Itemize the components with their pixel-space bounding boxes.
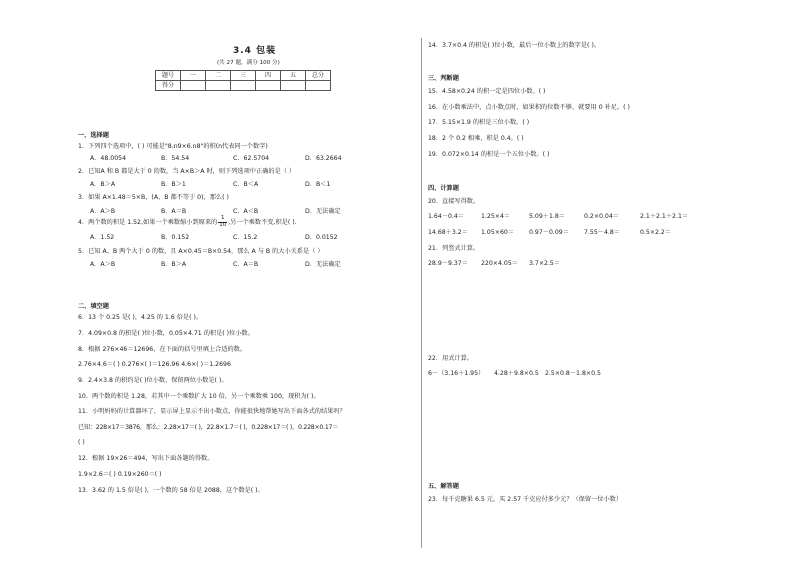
question-11: 11．小明妈妈的计算器坏了，显示屏上显示不出小数点，你能很快地帮她写出下面各式的结果吗？: [78, 408, 346, 415]
q1-option-a: A．48.0054: [90, 155, 127, 162]
q4-option-c: C．15.2: [233, 234, 258, 241]
page-title: 3.4 包装: [233, 46, 277, 56]
score-label-cell: 得分: [156, 81, 181, 91]
vertical-calc-item: 28.9－9.37＝: [428, 260, 468, 267]
q1-option-b: B．54.54: [161, 155, 190, 162]
q2-option-a: A．B＞A: [90, 181, 116, 188]
oral-calc-item: 14.68＋3.2＝: [428, 229, 468, 236]
question-22: 22．用式计算。: [428, 355, 473, 362]
score-blank-cell[interactable]: [206, 81, 231, 91]
q4-option-d: D．0.0152: [305, 234, 338, 241]
question-16: 16．在小数乘法中，点小数点时，如果积的位数不够，就要用 0 补足。( ): [428, 104, 630, 111]
question-10: 10．两个数的积是 1.28，若其中一个乘数扩大 10 倍，另一个乘数乘 100，现积为( )。: [78, 393, 320, 400]
q1-option-d: D．63.2664: [305, 155, 342, 162]
score-cell: 五: [281, 71, 306, 81]
score-blank-cell[interactable]: [306, 81, 331, 91]
question-23: 23．每千克糖果 6.5 元，买 2.57 千克应付多少元？（保留一位小数）: [428, 496, 623, 503]
question-3: 3．如果 A×1.48＝5×B，(A、B 都不等于 0)，那么( ): [78, 194, 229, 201]
score-cell: 四: [256, 71, 281, 81]
question-4: [78, 216, 297, 228]
question-6: 6．13 个 0.25 是( )，4.25 的 1.6 倍是( )。: [78, 314, 203, 321]
question-12: 12．根据 19×26＝494，写出下面各题的得数。: [78, 455, 214, 462]
stepwise-calc-item: 4.28＋9.8×0.5: [494, 370, 539, 377]
score-table-header-row: [156, 71, 331, 81]
question-4-post: ,另一个乘数不变,积是( ).: [228, 219, 297, 226]
question-1: 1．下列四个选项中，( ) 可能是"8.n9×6.n8"的积(n代表同一个数字): [78, 143, 268, 150]
q3-option-d: D．无法确定: [305, 208, 341, 215]
oral-calc-item: 0.2×0.04＝: [584, 213, 619, 220]
question-11-tail: ( ): [78, 439, 85, 446]
q3-option-b: B．A＝B: [161, 208, 187, 215]
question-8-line: 2.76×4.6＝( ) 0.276×( )＝126.96 4.6×( )＝1.2696: [78, 361, 231, 368]
column-divider: [421, 38, 422, 548]
oral-calc-item: 7.55－4.8＝: [584, 229, 620, 236]
question-17: 17．5.15×1.9 的积是三位小数。( ): [428, 119, 530, 126]
oral-calc-item: 0.5×2.2＝: [640, 229, 672, 236]
q5-option-c: C．A＝B: [233, 261, 259, 268]
question-13: 13．3.62 的 1.5 倍是( )，一个数的 58 倍是 2088，这个数是( )。: [78, 487, 264, 494]
score-cell: 三: [231, 71, 256, 81]
question-8: 8．根据 276×46＝12696，在下面的括号里填上合适的数。: [78, 346, 247, 353]
question-12-line: 1.9×2.6＝( ) 0.19×260＝( ): [78, 471, 162, 478]
oral-calc-item: 1.25×4＝: [481, 213, 511, 220]
section-heading-calc: 四、计算题: [428, 185, 459, 192]
stepwise-calc-item: 2.5×0.8－1.8×0.5: [545, 370, 601, 377]
score-cell: 二: [206, 71, 231, 81]
oral-calc-item: 0.97－0.09＝: [529, 229, 569, 236]
q2-option-b: B．B＞1: [161, 181, 186, 188]
oral-calc-item: 5.09＋1.8＝: [529, 213, 565, 220]
q2-option-d: D．B＜1: [305, 181, 331, 188]
score-blank-cell[interactable]: [281, 81, 306, 91]
question-11-line: 已知：228×17＝3876，那么：2.28×17＝( )，22.8×1.7＝( )，0.228×17＝( )，0.228×0.17＝: [78, 424, 339, 431]
question-21: 21．列竖式计算。: [428, 245, 480, 252]
fraction-denominator: 10: [219, 221, 227, 228]
question-4-pre: 4．两个数的积是 1.52,如果一个乘数缩小到原来的: [78, 219, 218, 226]
q5-option-b: B．B＞A: [161, 261, 187, 268]
q3-option-a: A．A＞B: [90, 208, 116, 215]
q4-option-b: B．0.152: [161, 234, 190, 241]
question-2: 2．已知A 和 B 都是大于 0 的数，当 A×B＞A 时，则下列选项中正确的是（ ）: [78, 168, 296, 175]
question-14: 14．3.7×0.4 的积是( )位小数，最后一位小数上的数字是( )。: [428, 42, 601, 49]
question-20: 20．直接写得数。: [428, 198, 480, 205]
score-table-score-row: [156, 81, 331, 91]
page-subtitle: (共 27 题，满分 100 分): [217, 60, 280, 66]
question-5: 5．已知 A、B 两个大于 0 的数，且 A×0.45＝B×0.54，那么 A 与 B 的大小关系是（ ）: [78, 248, 324, 255]
section-heading-judge: 三、判断题: [428, 75, 459, 82]
q1-option-c: C．62.5704: [233, 155, 270, 162]
score-blank-cell[interactable]: [231, 81, 256, 91]
left-column: [78, 0, 416, 562]
q5-option-d: D．无法确定: [305, 261, 341, 268]
right-column: [428, 0, 728, 562]
q4-option-a: A．1.52: [90, 234, 115, 241]
section-heading-fill: 二、填空题: [78, 303, 109, 310]
vertical-calc-item: 220×4.05＝: [481, 260, 518, 267]
score-blank-cell[interactable]: [256, 81, 281, 91]
vertical-calc-item: 3.7×2.5＝: [529, 260, 561, 267]
question-19: 19．0.072×0.14 的积是一个五位小数。( ): [428, 151, 550, 158]
section-heading-choice: 一、选择题: [78, 132, 109, 139]
question-9: 9．2.4×3.8 的积约是( )位小数，保留两位小数是( )。: [78, 377, 228, 384]
oral-calc-item: 2.1＋2.1＋2.1＝: [640, 213, 689, 220]
score-table: [155, 70, 331, 91]
question-7: 7．4.09×0.8 的积是( )位小数，0.05×4.71 的积是( )位小数。: [78, 330, 254, 337]
score-cell: 题号: [156, 71, 181, 81]
question-18: 18．2 个 0.2 相乘，积是 0.4。( ): [428, 135, 524, 142]
oral-calc-item: 1.05×60＝: [481, 229, 515, 236]
question-15: 15．4.58×0.24 的积一定是四位小数。( ): [428, 88, 546, 95]
q2-option-c: C．B＜A: [233, 181, 259, 188]
score-cell: 一: [181, 71, 206, 81]
oral-calc-item: 1.64－0.4＝: [428, 213, 464, 220]
score-blank-cell[interactable]: [181, 81, 206, 91]
fraction-one-tenth: [218, 216, 227, 228]
q3-option-c: C．A＜B: [233, 208, 259, 215]
section-heading-solve: 五、解答题: [428, 483, 459, 490]
stepwise-calc-item: 6－（3.16＋1.95）: [428, 370, 485, 377]
q5-option-a: A．A＞B: [90, 261, 116, 268]
fraction-numerator: 1: [218, 216, 227, 223]
score-cell: 总分: [306, 71, 331, 81]
